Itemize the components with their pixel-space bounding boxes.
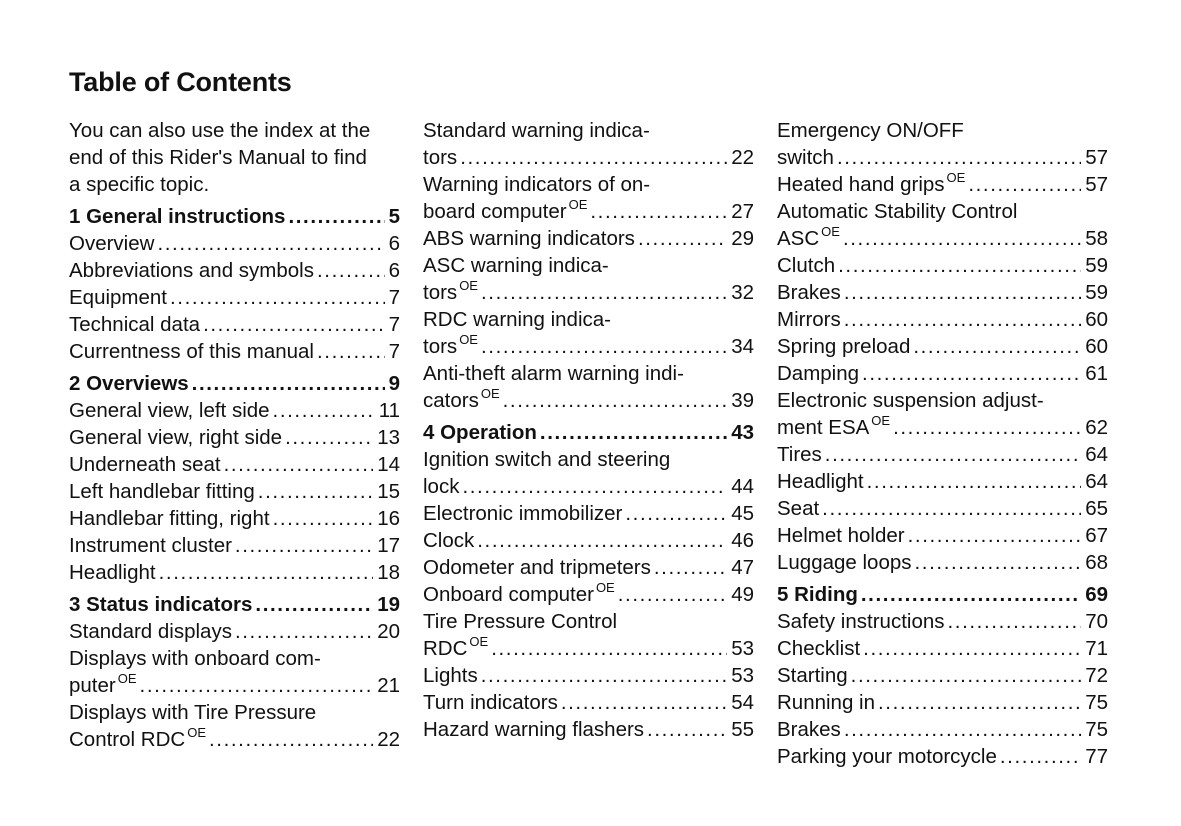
oe-marker: OE (595, 580, 615, 595)
toc-entry-label: Control RDC $^{OE}$ (69, 725, 206, 751)
toc-entry-page: 16 (377, 507, 400, 530)
leader-dots (913, 333, 1081, 360)
toc-entry[interactable] (777, 522, 1108, 549)
toc-entry[interactable] (69, 397, 400, 424)
toc-column-3 (777, 117, 1108, 770)
toc-entry-label: ment ESA $^{OE}$ (777, 413, 891, 439)
leader-dots (273, 397, 375, 424)
toc-entry-label: Headlight (777, 470, 864, 493)
toc-entry[interactable] (423, 608, 754, 662)
toc-entry-page: 17 (377, 534, 400, 557)
toc-entry-label: Checklist (777, 637, 861, 660)
toc-entry-label: Overview (69, 232, 155, 255)
leader-dots (481, 662, 727, 689)
leader-dots (908, 522, 1082, 549)
toc-entry-label: Tire Pressure Control (423, 610, 618, 633)
toc-entry-label: Warning indicators of on- (423, 173, 651, 196)
toc-entry-label: Abbreviations and symbols (69, 259, 314, 282)
leader-dots (625, 500, 727, 527)
toc-entry-label: Technical data (69, 313, 201, 336)
toc-entry-label: Odometer and tripmeters (423, 556, 651, 579)
leader-dots (618, 581, 727, 608)
toc-entry-page: 65 (1085, 497, 1108, 520)
leader-dots (255, 591, 373, 618)
toc-entry-page: 44 (731, 475, 754, 498)
toc-entry-page: 32 (731, 281, 754, 304)
toc-entry-label: Instrument cluster (69, 534, 232, 557)
toc-entry-label: tors $^{OE}$ (423, 332, 478, 358)
leader-dots (893, 414, 1081, 441)
toc-entry-page: 7 (388, 286, 400, 309)
toc-entry-label: Tires (777, 443, 822, 466)
leader-dots (540, 419, 727, 446)
toc-entry-label: cators $^{OE}$ (423, 386, 500, 412)
toc-entry-page: 69 (1085, 583, 1108, 606)
toc-entry-page: 60 (1085, 308, 1108, 331)
toc-entry-label: Left handlebar fitting (69, 480, 255, 503)
toc-entry[interactable] (423, 527, 754, 554)
leader-dots (654, 554, 727, 581)
toc-entry[interactable] (777, 279, 1108, 306)
toc-entry-page: 59 (1085, 281, 1108, 304)
toc-entry-label: Running in (777, 691, 876, 714)
toc-entry[interactable] (777, 689, 1108, 716)
toc-entry-label: Helmet holder (777, 524, 905, 547)
toc-entry-page: 59 (1085, 254, 1108, 277)
toc-section-overviews[interactable] (69, 370, 400, 397)
toc-entry[interactable] (423, 716, 754, 743)
toc-entry[interactable] (777, 117, 1108, 171)
toc-entry-page: 53 (731, 637, 754, 660)
toc-entry-page: 7 (388, 340, 400, 363)
leader-dots (561, 689, 727, 716)
leader-dots (491, 635, 727, 662)
toc-entry-page: 7 (388, 313, 400, 336)
toc-entry-label: Automatic Stability Control (777, 200, 1018, 223)
toc-entry[interactable] (423, 662, 754, 689)
toc-entry[interactable] (777, 495, 1108, 522)
toc-entry-label: Parking your motorcycle (777, 745, 997, 768)
toc-entry-page: 64 (1085, 443, 1108, 466)
toc-entry-label: Brakes (777, 718, 841, 741)
toc-entry-page: 13 (377, 426, 400, 449)
toc-entry-label: Clutch (777, 254, 836, 277)
toc-entry-label: Headlight (69, 561, 156, 584)
toc-column-1 (69, 117, 400, 753)
toc-entry-label: Anti-theft alarm warning indi- (423, 362, 684, 385)
toc-entry-label: switch (777, 146, 834, 169)
oe-marker: OE (568, 197, 588, 212)
leader-dots (157, 230, 384, 257)
toc-entry-label: Luggage loops (777, 551, 912, 574)
toc-entry-page: 60 (1085, 335, 1108, 358)
toc-entry-page: 54 (731, 691, 754, 714)
toc-entry-page: 47 (731, 556, 754, 579)
leader-dots (481, 333, 727, 360)
toc-entry[interactable] (69, 311, 400, 338)
toc-entry-label: Displays with onboard com- (69, 647, 321, 670)
oe-marker: OE (480, 386, 500, 401)
toc-entry-label: Turn indicators (423, 691, 558, 714)
leader-dots (273, 505, 374, 532)
toc-entry-label: Currentness of this manual (69, 340, 314, 363)
toc-entry-label: Electronic immobilizer (423, 502, 623, 525)
leader-dots (838, 252, 1081, 279)
toc-entry[interactable] (777, 549, 1108, 576)
leader-dots (159, 559, 374, 586)
leader-dots (863, 635, 1081, 662)
toc-entry[interactable] (777, 441, 1108, 468)
toc-entry[interactable] (777, 635, 1108, 662)
toc-entry[interactable] (423, 500, 754, 527)
toc-entry[interactable] (423, 554, 754, 581)
toc-entry-page: 46 (731, 529, 754, 552)
toc-entry-page: 64 (1085, 470, 1108, 493)
toc-entry[interactable] (777, 252, 1108, 279)
leader-dots (878, 689, 1081, 716)
leader-dots (235, 618, 373, 645)
toc-entry-page: 70 (1085, 610, 1108, 633)
leader-dots (867, 468, 1082, 495)
toc-entry[interactable] (69, 505, 400, 532)
toc-entry[interactable] (423, 171, 754, 225)
leader-dots (822, 495, 1081, 522)
toc-entry[interactable] (69, 618, 400, 645)
toc-entry-label: Emergency ON/OFF (777, 119, 964, 142)
toc-entry-page: 61 (1085, 362, 1108, 385)
toc-entry[interactable] (69, 257, 400, 284)
toc-entry-page: 57 (1085, 146, 1108, 169)
toc-entry[interactable] (423, 225, 754, 252)
leader-dots (825, 441, 1081, 468)
leader-dots (235, 532, 373, 559)
toc-entry-page: 49 (731, 583, 754, 606)
toc-entry-label: tors (423, 146, 458, 169)
toc-entry-page: 75 (1085, 691, 1108, 714)
toc-entry-label: ASC warning indica- (423, 254, 609, 277)
toc-entry-label: Handlebar fitting, right (69, 507, 270, 530)
toc-entry-page: 68 (1085, 551, 1108, 574)
leader-dots (462, 473, 727, 500)
leader-dots (843, 225, 1081, 252)
toc-entry-page: 15 (377, 480, 400, 503)
leader-dots (285, 424, 373, 451)
toc-entry-label: 2 Overviews (69, 372, 189, 395)
toc-entry-page: 5 (388, 205, 400, 228)
leader-dots (851, 662, 1082, 689)
toc-entry-label: board computer $^{OE}$ (423, 197, 588, 223)
toc-entry[interactable] (777, 662, 1108, 689)
toc-entry-page: 67 (1085, 524, 1108, 547)
toc-entry-page: 72 (1085, 664, 1108, 687)
leader-dots (481, 279, 727, 306)
oe-marker: OE (469, 634, 489, 649)
toc-entry-page: 9 (388, 372, 400, 395)
toc-entry-label: Safety instructions (777, 610, 945, 633)
toc-entry-label: RDC $^{OE}$ (423, 634, 489, 660)
toc-entry-page: 18 (377, 561, 400, 584)
toc-entry-label: Starting (777, 664, 848, 687)
toc-entry-label: Onboard computer $^{OE}$ (423, 580, 615, 606)
toc-entry-page: 27 (731, 200, 754, 223)
toc-entry-label: Mirrors (777, 308, 841, 331)
toc-entry-page: 6 (388, 232, 400, 255)
toc-entry-label: Hazard warning flashers (423, 718, 645, 741)
toc-entry[interactable] (69, 478, 400, 505)
toc-entry-label: 3 Status indicators (69, 593, 253, 616)
toc-entry-label: Seat (777, 497, 820, 520)
leader-dots (503, 387, 728, 414)
toc-section-operation[interactable] (423, 419, 754, 446)
leader-dots (192, 370, 385, 397)
leader-dots (317, 257, 385, 284)
toc-entry[interactable] (423, 252, 754, 306)
leader-dots (140, 672, 374, 699)
leader-dots (915, 549, 1082, 576)
toc-entry-label: Heated hand grips $^{OE}$ (777, 170, 966, 196)
toc-entry[interactable] (423, 360, 754, 414)
toc-column-2 (423, 117, 754, 743)
oe-marker: OE (946, 170, 966, 185)
toc-entry[interactable] (423, 689, 754, 716)
toc-entry[interactable] (777, 360, 1108, 387)
leader-dots (317, 338, 385, 365)
leader-dots (288, 203, 384, 230)
toc-entry-page: 21 (377, 674, 400, 697)
leader-dots (460, 144, 727, 171)
oe-marker: OE (459, 278, 478, 293)
toc-entry-page: 57 (1085, 173, 1108, 196)
oe-marker: OE (871, 413, 891, 428)
toc-entry-label: ABS warning indicators (423, 227, 635, 250)
intro-line: end of this Rider's Manual to find (69, 146, 367, 169)
toc-entry-label: General view, right side (69, 426, 283, 449)
toc-entry-label: Electronic suspension adjust- (777, 389, 1044, 412)
toc-entry[interactable] (69, 559, 400, 586)
toc-entry-label: Spring preload (777, 335, 911, 358)
leader-dots (203, 311, 385, 338)
toc-entry-page: 58 (1085, 227, 1108, 250)
toc-entry[interactable] (777, 198, 1108, 252)
toc-entry[interactable] (777, 608, 1108, 635)
toc-entry[interactable] (423, 306, 754, 360)
leader-dots (1000, 743, 1081, 770)
leader-dots (861, 581, 1081, 608)
toc-entry[interactable] (69, 532, 400, 559)
toc-entry-page: 43 (731, 421, 754, 444)
toc-entry[interactable] (69, 424, 400, 451)
leader-dots (837, 144, 1081, 171)
toc-entry-page: 19 (377, 593, 400, 616)
toc-section-general-instructions[interactable] (69, 203, 400, 230)
toc-entry-label: RDC warning indica- (423, 308, 611, 331)
toc-entry-label: Lights (423, 664, 478, 687)
page-title: Table of Contents (69, 67, 292, 97)
toc-entry-label: General view, left side (69, 399, 270, 422)
toc-entry[interactable] (777, 743, 1108, 770)
toc-entry-page: 77 (1085, 745, 1108, 768)
toc-entry-label: Displays with Tire Pressure (69, 701, 317, 724)
toc-entry[interactable] (69, 699, 400, 753)
toc-entry-label: 5 Riding (777, 583, 858, 606)
toc-entry-page: 75 (1085, 718, 1108, 741)
leader-dots (844, 716, 1081, 743)
toc-entry-label: Clock (423, 529, 475, 552)
toc-entry-page: 71 (1085, 637, 1108, 660)
toc-entry[interactable] (423, 581, 754, 608)
leader-dots (590, 198, 727, 225)
toc-entry-label: puter $^{OE}$ (69, 671, 137, 697)
toc-entry-label: 1 General instructions (69, 205, 286, 228)
toc-entry[interactable] (777, 387, 1108, 441)
toc-entry-page: 53 (731, 664, 754, 687)
toc-section-riding[interactable] (777, 581, 1108, 608)
toc-entry-label: Standard displays (69, 620, 232, 643)
leader-dots (638, 225, 727, 252)
toc-entry[interactable] (69, 451, 400, 478)
toc-entry-label: Damping (777, 362, 860, 385)
toc-section-status-indicators[interactable] (69, 591, 400, 618)
oe-marker: OE (459, 332, 478, 347)
toc-entry-page: 55 (731, 718, 754, 741)
leader-dots (170, 284, 385, 311)
oe-marker: OE (187, 725, 206, 740)
toc-entry[interactable] (777, 306, 1108, 333)
intro-line: a specific topic. (69, 173, 210, 196)
toc-entry-page: 29 (731, 227, 754, 250)
toc-entry-label: tors $^{OE}$ (423, 278, 478, 304)
toc-entry-page: 22 (731, 146, 754, 169)
toc-entry-page: 14 (377, 453, 400, 476)
toc-entry-page: 6 (388, 259, 400, 282)
toc-entry[interactable] (777, 171, 1108, 198)
intro-text (69, 117, 400, 198)
toc-entry-page: 11 (378, 399, 400, 422)
toc-entry-page: 45 (731, 502, 754, 525)
toc-entry-label: Standard warning indica- (423, 119, 650, 142)
leader-dots (224, 451, 374, 478)
leader-dots (844, 306, 1081, 333)
toc-entry[interactable] (777, 333, 1108, 360)
toc-entry-page: 22 (377, 728, 400, 751)
toc-entry[interactable] (423, 117, 754, 171)
toc-entry-label: Ignition switch and steering (423, 448, 671, 471)
toc-entry-page: 20 (377, 620, 400, 643)
toc-entry-page: 34 (731, 335, 754, 358)
toc-entry-label: lock (423, 475, 460, 498)
toc-entry[interactable] (69, 284, 400, 311)
intro-line: You can also use the index at the (69, 119, 371, 142)
leader-dots (209, 726, 373, 753)
toc-entry[interactable] (69, 338, 400, 365)
toc-entry-label: ASC $^{OE}$ (777, 224, 840, 250)
toc-entry-label: 4 Operation (423, 421, 537, 444)
toc-entry-label: Equipment (69, 286, 168, 309)
leader-dots (477, 527, 727, 554)
toc-entry-page: 62 (1085, 416, 1108, 439)
toc-entry[interactable] (777, 468, 1108, 495)
toc-entry[interactable] (777, 716, 1108, 743)
toc-entry-label: Underneath seat (69, 453, 221, 476)
oe-marker: OE (117, 671, 137, 686)
leader-dots (862, 360, 1081, 387)
oe-marker: OE (821, 224, 840, 239)
toc-entry[interactable] (423, 446, 754, 500)
toc-entry-page: 39 (731, 389, 754, 412)
leader-dots (844, 279, 1081, 306)
leader-dots (647, 716, 727, 743)
toc-entry[interactable] (69, 645, 400, 699)
leader-dots (948, 608, 1082, 635)
leader-dots (968, 171, 1081, 198)
toc-entry-label: Brakes (777, 281, 841, 304)
leader-dots (258, 478, 373, 505)
toc-entry[interactable] (69, 230, 400, 257)
